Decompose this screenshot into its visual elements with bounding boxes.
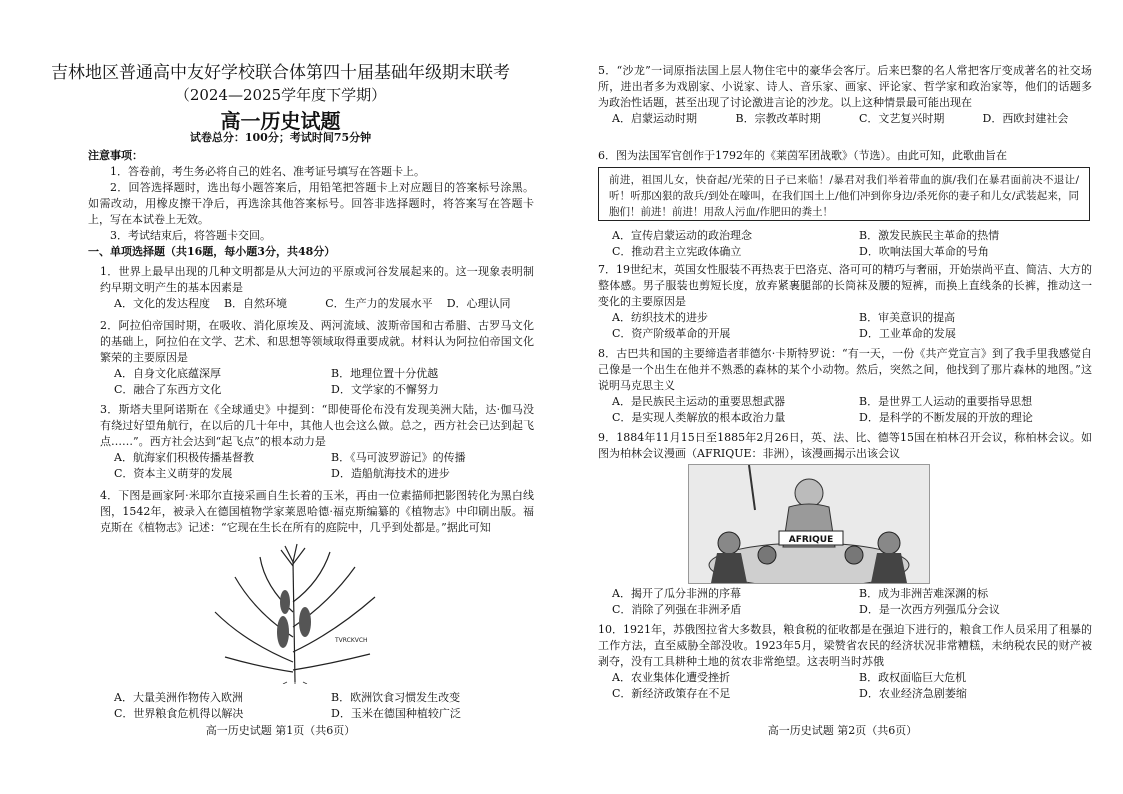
option-c: C．融合了东西方文化 xyxy=(114,383,222,396)
option-c: C．资本主义萌芽的发展 xyxy=(114,467,233,480)
berlin-conference-cartoon xyxy=(688,464,930,584)
option-c: C．资产阶级革命的开展 xyxy=(612,327,731,340)
figure-caption: TVRCKVCH xyxy=(335,637,368,644)
option-a: A．农业集体化遭受挫折 xyxy=(612,671,730,684)
option-b: B．激发民族民主革命的热情 xyxy=(859,229,1000,242)
option-d: D．造船航海技术的进步 xyxy=(331,467,450,480)
notice-title: 注意事项： xyxy=(88,149,143,162)
option-b: B．审美意识的提高 xyxy=(859,311,956,324)
question-stem: 4．下图是画家阿·米耶尔直接采画自生长着的玉米，再由一位素描师把影图转化为黑白线图，1542年，被录入在德国植物学家莱恩哈德·福克斯编纂的《植物志》中印刷出版。福克斯在《植物志》记述：“它现在生长在所有的庭院中，几乎到处都是。”据此可知 xyxy=(100,489,534,534)
page-footer: 高一历史试题 第1页（共6页） xyxy=(205,724,356,737)
option-a: A．是民族民主运动的重要思想武器 xyxy=(612,395,785,408)
right-page-lower xyxy=(562,0,1123,794)
option-c: C．推动君主立宪政体确立 xyxy=(612,245,742,258)
question-10 xyxy=(598,622,1092,702)
option-a: A．揭开了瓜分非洲的序幕 xyxy=(612,587,741,600)
option-d: D．文学家的不懈努力 xyxy=(331,383,439,396)
notice-item: 1．答卷前，考生务必将自己的姓名、准考证号填写在答题卡上。 xyxy=(110,165,425,178)
corn-plant-illustration xyxy=(205,542,385,684)
question-4-options xyxy=(100,690,534,722)
option-d: D．玉米在德国种植较广泛 xyxy=(331,707,461,720)
question-7 xyxy=(598,262,1092,342)
question-9-options xyxy=(598,586,1092,618)
subject-title: 高一历史试题 xyxy=(220,109,341,133)
option-b: B．地理位置十分优越 xyxy=(331,367,439,380)
option-d: D．工业革命的发展 xyxy=(859,327,956,340)
exam-term: （2024—2025学年度下学期） xyxy=(174,86,387,104)
option-d: D．是科学的不断发展的开放的理论 xyxy=(859,411,1033,424)
exam-title: 吉林地区普通高中友好学校联合体第四十届基础年级期末联考 xyxy=(51,63,510,83)
option-d: D．农业经济急剧萎缩 xyxy=(859,687,967,700)
option-b: B．欧洲饮食习惯发生改变 xyxy=(331,691,461,704)
option-d: D．吹响法国大革命的号角 xyxy=(859,245,989,258)
question-1 xyxy=(100,264,534,312)
question-stem: 8．古巴共和国的主要缔造者菲德尔·卡斯特罗说：“有一天，一份《共产党宣言》到了我手里我感觉自己像是一个出生在他并不熟悉的森林的某个小动物。然后，突然之间，他找到了那片森林的地图。”这说明马克思主义 xyxy=(598,347,1092,392)
question-stem: 2．阿拉伯帝国时期，在吸收、消化原埃及、两河流域、波斯帝国和古希腊、古罗马文化的基础上，阿拉伯在文学、艺术、和思想等领域取得重要成就。材料认为阿拉伯帝国文化繁荣的主要原因是 xyxy=(100,319,534,364)
section-heading: 一、单项选择题（共16题，每小题3分，共48分） xyxy=(88,245,336,258)
question-8 xyxy=(598,346,1092,426)
option-c: C．新经济政策存在不足 xyxy=(612,687,731,700)
question-9 xyxy=(598,430,1092,462)
option-d: D．是一次西方列强瓜分会议 xyxy=(859,603,1000,616)
option-b: B．政权面临巨大危机 xyxy=(859,671,967,684)
question-6-options xyxy=(598,228,1092,260)
question-stem: 9．1884年11月15日至1885年2月26日，英、法、比、德等15国在柏林召开会议，称柏林会议。如图为柏林会议漫画（AFRIQUE：非洲），该漫画揭示出该会议 xyxy=(598,431,1092,460)
question-stem: 5．“沙龙”一词原指法国上层人物住宅中的豪华会客厅。后来巴黎的名人常把客厅变成著名的社交场所，进出者多为戏剧家、小说家、诗人、音乐家、画家、评论家、哲学家和政治家等，他们的话题多为政治性话题，甚至出现了讨论激进言论的沙龙。以上这种情景最可能出现在 xyxy=(598,64,1092,109)
question-stem: 3．斯塔夫里阿诺斯在《全球通史》中提到：“即使哥伦布没有发现美洲大陆，达·伽马没有绕过好望角航行，在以后的几十年中，其他人也会这么做。总之，西方社会已达到起飞点……”。西方社会达到“起飞点”的根本动力是 xyxy=(100,403,534,448)
left-page xyxy=(0,0,561,794)
notice-block xyxy=(88,148,534,260)
option-c: C．世界粮食危机得以解决 xyxy=(114,707,244,720)
option-d: D．西欧封建社会 xyxy=(982,112,1069,125)
question-stem: 10．1921年，苏俄图拉省大多数县，粮食税的征收都是在强迫下进行的，粮食工作人员采用了租暴的工作方法，直至威胁全部没收。1923年5月，梁赞省农民的经济状况非常糟糕，未纳税农民的财产被剥夺，没有工具耕种土地的贫农非常绝望。这表明当时苏俄 xyxy=(598,623,1092,668)
cake-label: AFRIQUE xyxy=(788,535,834,545)
option-a: A．启蒙运动时期 xyxy=(612,112,697,125)
question-stem: 7．19世纪末，英国女性服装不再热衷于巴洛克、洛可可的精巧与奢丽，开始崇尚平直、简洁、大方的整体感。男子服装也剪短长度，放弃紧裹腿部的长筒袜及腰的短裤，而换上直线条的长裤，推动这一变化的主要原因是 xyxy=(598,263,1092,308)
song-excerpt-box: 前进，祖国儿女，快奋起/光荣的日子已来临！/暴君对我们举着带血的旗/我们在暴君面前决不退让/听！听那凶狠的敌兵/到处在嚎叫，在我们国土上/他们冲到你身边/杀死你的妻子和儿女/武装起来，同胞们！前进！前进！用敌人污血/作肥田的粪土！ xyxy=(598,167,1090,221)
option-b: B．《马可波罗游记》的传播 xyxy=(331,451,466,464)
page-footer: 高一历史试题 第2页（共6页） xyxy=(767,724,918,737)
option-a: A．宣传启蒙运动的政治理念 xyxy=(612,229,752,242)
option-b: B．自然环境 xyxy=(223,297,288,310)
notice-item: 3．考试结束后，将答题卡交回。 xyxy=(110,229,271,242)
question-4 xyxy=(100,488,534,536)
option-a: A．航海家们积极传播基督教 xyxy=(114,451,254,464)
exam-meta: 试卷总分：100分；考试时间75分钟 xyxy=(189,131,372,144)
question-3 xyxy=(100,402,534,482)
option-a: A．自身文化底蕴深厚 xyxy=(114,367,221,380)
option-a: A．纺织技术的进步 xyxy=(612,311,708,324)
notice-item: 2．回答选择题时，选出每小题答案后，用铅笔把答题卡上对应题目的答案标号涂黑。如需改动，用橡皮擦干净后，再选涂其他答案标号。回答非选择题时，将答案写在答题卡上，写在本试卷上无效。 xyxy=(88,181,534,226)
option-c: C．文艺复兴时期 xyxy=(859,112,945,125)
option-b: B．宗教改革时期 xyxy=(735,112,821,125)
option-d: D．心理认同 xyxy=(446,297,511,310)
option-b: B．成为非洲苦难深渊的标 xyxy=(859,587,989,600)
option-c: C．消除了列强在非洲矛盾 xyxy=(612,603,742,616)
option-c: C．是实现人类解放的根本政治力量 xyxy=(612,411,786,424)
option-a: A．大量美洲作物传入欧洲 xyxy=(114,691,243,704)
option-b: B．是世界工人运动的重要指导思想 xyxy=(859,395,1033,408)
question-2 xyxy=(100,318,534,398)
question-stem: 1．世界上最早出现的几种文明都是从大河边的平原或河谷发展起来的。这一现象表明制约早期文明产生的基本因素是 xyxy=(100,265,534,294)
option-c: C．生产力的发展水平 xyxy=(325,297,433,310)
question-stem: 6．图为法国军官创作于1792年的《莱茵军团战歌》（节选）。由此可知，此歌曲旨在 xyxy=(598,149,1007,162)
option-a: A．文化的发达程度 xyxy=(114,297,210,310)
